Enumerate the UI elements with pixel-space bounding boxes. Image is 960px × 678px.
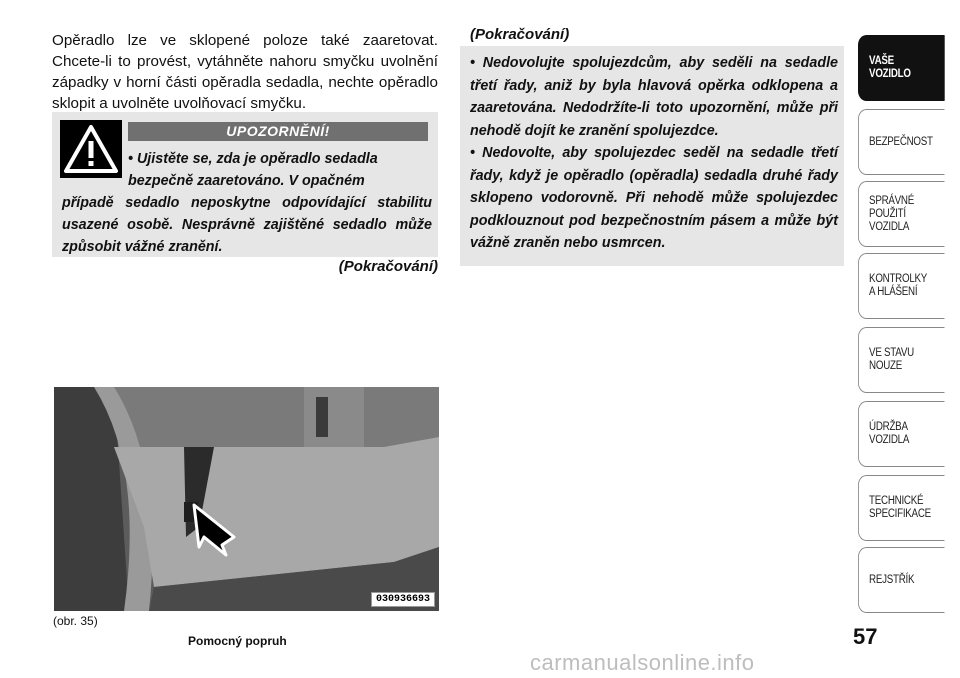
warning-continuation-box (460, 46, 844, 266)
figure-code: 030936693 (371, 592, 435, 607)
watermark: carmanualsonline.info (530, 650, 755, 675)
warning-line-1: • Ujistěte se, zda je opěradlo sedadla (128, 151, 378, 167)
tab-udrzba[interactable]: ÚDRŽBA VOZIDLA (858, 401, 945, 467)
bullet-headrest: • Nedovolujte spolujezdcům, aby seděli na sedadle třetí řady, aniž by byla hlavová opěrka odklopena a zaaretována. Nedodržíte-li toto upozornění, může při nehodě dojít ke zranění spolujezdce. (470, 55, 838, 139)
continued-label-right: (Pokračování) (470, 26, 570, 43)
tab-vase-vozidlo[interactable]: VAŠE VOZIDLO (858, 35, 945, 101)
figure-caption: Pomocný popruh (188, 634, 287, 648)
figure-label: (obr. 35) (53, 614, 98, 628)
bullet-folded-seat: • Nedovolte, aby spolujezdec seděl na sedadle třetí řady, když je opěradlo (opěradla) sedadla druhé řady sklopeno vodorovně. Při nehodě může spolujezdec podklouznout pod bezpečnostním pásem a může být vážně zraněn nebo usmrcen. (470, 145, 838, 251)
tab-technicke-specifikace[interactable]: TECHNICKÉ SPECIFIKACE (858, 475, 945, 541)
page-number: 57 (853, 624, 878, 649)
tab-ve-stavu-nouze[interactable]: VE STAVU NOUZE (858, 327, 945, 393)
tab-bezpecnost[interactable]: BEZPEČNOST (858, 109, 945, 175)
warning-text (62, 148, 432, 258)
tab-kontrolky[interactable]: KONTROLKY A HLÁŠENÍ (858, 253, 945, 319)
intro-paragraph: Opěradlo lze ve sklopené poloze také zaaretovat. Chcete-li to provést, vytáhněte nahoru smyčku uvolnění západky v horní části opěradla sedadla, nechte opěradlo sklopit a uvolněte uvolňovací smyčku. (52, 32, 438, 112)
warning-box (52, 112, 438, 257)
tab-rejstrik[interactable]: REJSTŘÍK (858, 547, 945, 613)
warning-line-2: bezpečně zaaretováno. V opačném (128, 173, 365, 189)
seat-strap-photo (54, 387, 439, 611)
tab-spravne-pouziti[interactable]: SPRÁVNÉ POUŽITÍ VOZIDLA (858, 181, 945, 247)
warning-title: UPOZORNĚNÍ! (128, 122, 428, 141)
warning-continuation-text (470, 52, 838, 255)
warning-rest: případě sedadlo neposkytne odpovídající stabilitu usazené osobě. Nesprávně zajištěné sedadlo může způsobit vážné zranění. (62, 195, 432, 255)
continued-label-left: (Pokračování) (338, 258, 438, 275)
